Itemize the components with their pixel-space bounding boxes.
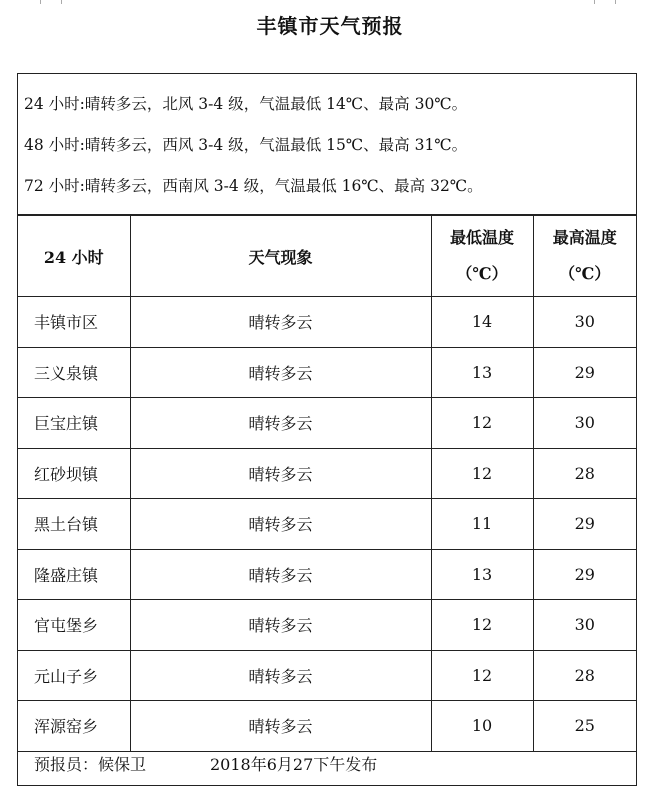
min-temp: 11 [431,499,533,550]
town-forecast-table [18,215,636,752]
header-min-temp [431,216,533,297]
town-name: 官屯堡乡 [18,600,130,651]
header-max-temp-unit: （℃） [559,264,611,283]
town-name: 巨宝庄镇 [18,398,130,449]
summary-24h: 24 小时:晴转多云，北风 3-4 级，气温最低 14℃、最高 30℃。 [24,95,468,113]
town-name: 隆盛庄镇 [18,549,130,600]
max-temp: 29 [533,549,636,600]
max-temp: 28 [533,650,636,701]
max-temp: 28 [533,448,636,499]
min-temp: 13 [431,549,533,600]
weather-condition: 晴转多云 [130,347,431,398]
forecast-frame [17,73,637,786]
table-row [18,499,636,550]
table-row [18,347,636,398]
min-temp: 12 [431,398,533,449]
forecaster-name: 预报员：候保卫 [34,755,147,774]
document-title: 丰镇市天气预报 [256,14,404,38]
weather-condition: 晴转多云 [130,297,431,348]
max-temp: 30 [533,297,636,348]
weather-condition: 晴转多云 [130,549,431,600]
table-row [18,297,636,348]
table-row [18,600,636,651]
header-max-temp [533,216,636,297]
town-name: 三义泉镇 [18,347,130,398]
weather-condition: 晴转多云 [130,701,431,752]
table-row [18,398,636,449]
summary-48h: 48 小时:晴转多云，西风 3-4 级，气温最低 15℃、最高 31℃。 [24,136,468,154]
min-temp: 13 [431,347,533,398]
weather-condition: 晴转多云 [130,448,431,499]
page-corner-mark-right [594,0,616,4]
weather-condition: 晴转多云 [130,398,431,449]
town-name: 丰镇市区 [18,297,130,348]
min-temp: 14 [431,297,533,348]
header-weather: 天气现象 [130,216,431,297]
town-name: 浑源窑乡 [18,701,130,752]
page-corner-mark-left [40,0,62,4]
publish-time: 2018年6月27下午发布 [210,755,378,774]
min-temp: 12 [431,600,533,651]
town-name: 元山子乡 [18,650,130,701]
weather-condition: 晴转多云 [130,600,431,651]
forecast-summary [18,74,636,215]
table-header-row [18,216,636,297]
min-temp: 10 [431,701,533,752]
table-row [18,549,636,600]
table-row [18,448,636,499]
max-temp: 29 [533,499,636,550]
header-max-temp-label: 最高温度 [552,228,617,247]
town-name: 红砂坝镇 [18,448,130,499]
header-min-temp-label: 最低温度 [449,228,514,247]
weather-condition: 晴转多云 [130,499,431,550]
max-temp: 25 [533,701,636,752]
max-temp: 30 [533,600,636,651]
header-period: 24 小时 [18,216,130,297]
max-temp: 29 [533,347,636,398]
max-temp: 30 [533,398,636,449]
town-name: 黑土台镇 [18,499,130,550]
forecast-footer [18,740,636,785]
weather-condition: 晴转多云 [130,650,431,701]
header-min-temp-unit: （℃） [456,264,508,283]
summary-72h: 72 小时:晴转多云，西南风 3-4 级，气温最低 16℃、最高 32℃。 [24,177,483,195]
min-temp: 12 [431,448,533,499]
min-temp: 12 [431,650,533,701]
table-row [18,650,636,701]
